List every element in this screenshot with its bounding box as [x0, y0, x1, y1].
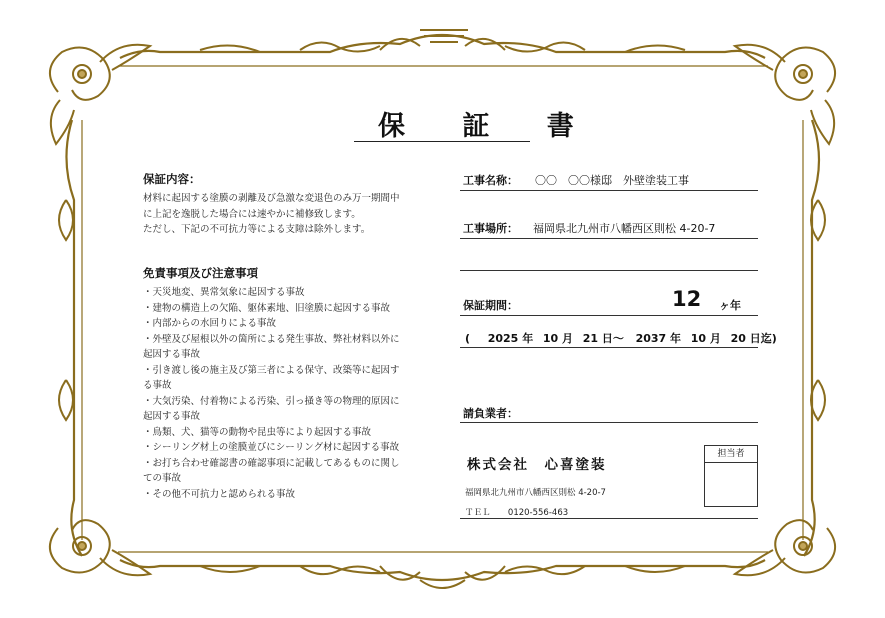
warranty-line: ただし、下記の不可抗力等による支障は除外します。	[143, 224, 371, 235]
start-year: 2025	[487, 332, 519, 345]
exemption-item: ・内部からの水回りによる事故	[143, 318, 277, 329]
exemption-item: ・鳥類、犬、猫等の動物や昆虫等により起因する事故	[143, 426, 372, 438]
exemption-item: ・建物の構造上の欠陥、躯体素地、旧塗膜に起因する事故	[143, 302, 391, 314]
exemption-item: ・大気汚染、付着物による汚染、引っ掻き等の物理的原因に	[143, 395, 400, 407]
warranty-line: に上記を逸脱した場合には速やかに補修致します。	[143, 208, 361, 220]
exemptions-list	[143, 285, 400, 502]
warranty-range-rule	[460, 347, 758, 348]
warranty-years: 12	[672, 287, 702, 311]
exemption-item: ・その他不可抗力と認められる事故	[143, 488, 296, 500]
end-month: 10	[690, 332, 707, 345]
end-day-suffix: 日迄)	[749, 332, 777, 345]
project-place-label: 工事場所：	[463, 222, 518, 235]
warranty-period-rule	[460, 315, 758, 316]
month-kanji: 月	[562, 332, 574, 345]
company-name: 株式会社 心喜塗装	[467, 457, 607, 473]
page-title: 保 証 書	[378, 111, 598, 142]
contractor-label: 請負業者：	[463, 407, 518, 420]
warranty-line: 材料に起因する塗膜の剥離及び急激な変退色のみ万一期間中	[143, 193, 400, 204]
year-kanji: 年	[522, 332, 534, 345]
end-year: 2037	[635, 332, 667, 345]
stamp-box	[704, 445, 758, 507]
range-open: (	[465, 332, 471, 345]
warranty-years-unit: ヶ年	[719, 299, 741, 312]
warranty-content-heading: 保証内容：	[143, 172, 201, 186]
exemption-item: ・シーリング材上の塗膜並びにシーリング材に起因する事故	[143, 442, 400, 453]
exemptions-heading: 免責事項及び注意事項	[143, 266, 258, 280]
exemption-item: ・天災地変、異常気象に起因する事故	[143, 287, 305, 298]
project-name-value: 〇〇 〇〇様邸 外壁塗装工事	[535, 174, 689, 187]
stamp-label: 担当者	[705, 446, 757, 463]
exemption-item: ての事故	[143, 473, 182, 484]
year-kanji: 年	[670, 332, 682, 345]
warranty-period-label: 保証期間：	[463, 299, 518, 312]
contractor-rule	[460, 422, 758, 423]
start-day-suffix: 日～	[601, 332, 624, 345]
tel-number: 0120-556-463	[507, 508, 569, 518]
exemption-item: ・引き渡し後の施主及び第三者による保守、改築等に起因す	[143, 364, 400, 376]
start-day: 21	[582, 332, 599, 345]
contractor-bottom-rule	[460, 518, 758, 519]
exemption-item: ・外壁及び屋根以外の箇所による発生事故、弊社材料以外に	[143, 333, 400, 345]
project-place-value: 福岡県北九州市八幡西区則松 4-20-7	[533, 222, 716, 235]
month-kanji: 月	[709, 332, 721, 345]
start-month: 10	[542, 332, 559, 345]
blank-rule	[460, 270, 758, 271]
tel-label: ＴＥＬ	[465, 508, 491, 518]
exemption-item: 起因する事故	[143, 349, 201, 360]
exemption-item: 起因する事故	[143, 411, 201, 422]
exemption-item: ・お打ち合わせ確認書の確認事項に記載してあるものに関し	[143, 457, 400, 469]
project-name-label: 工事名称：	[463, 174, 518, 187]
warranty-range	[465, 330, 777, 346]
company-tel	[465, 506, 568, 518]
project-place-rule	[460, 238, 758, 239]
company-address: 福岡県北九州市八幡西区則松 4-20-7	[465, 488, 606, 498]
end-day: 20	[730, 332, 746, 345]
warranty-content-text	[143, 191, 400, 238]
exemption-item: る事故	[143, 380, 172, 391]
project-name-rule	[460, 190, 758, 191]
title-underline	[354, 141, 530, 142]
